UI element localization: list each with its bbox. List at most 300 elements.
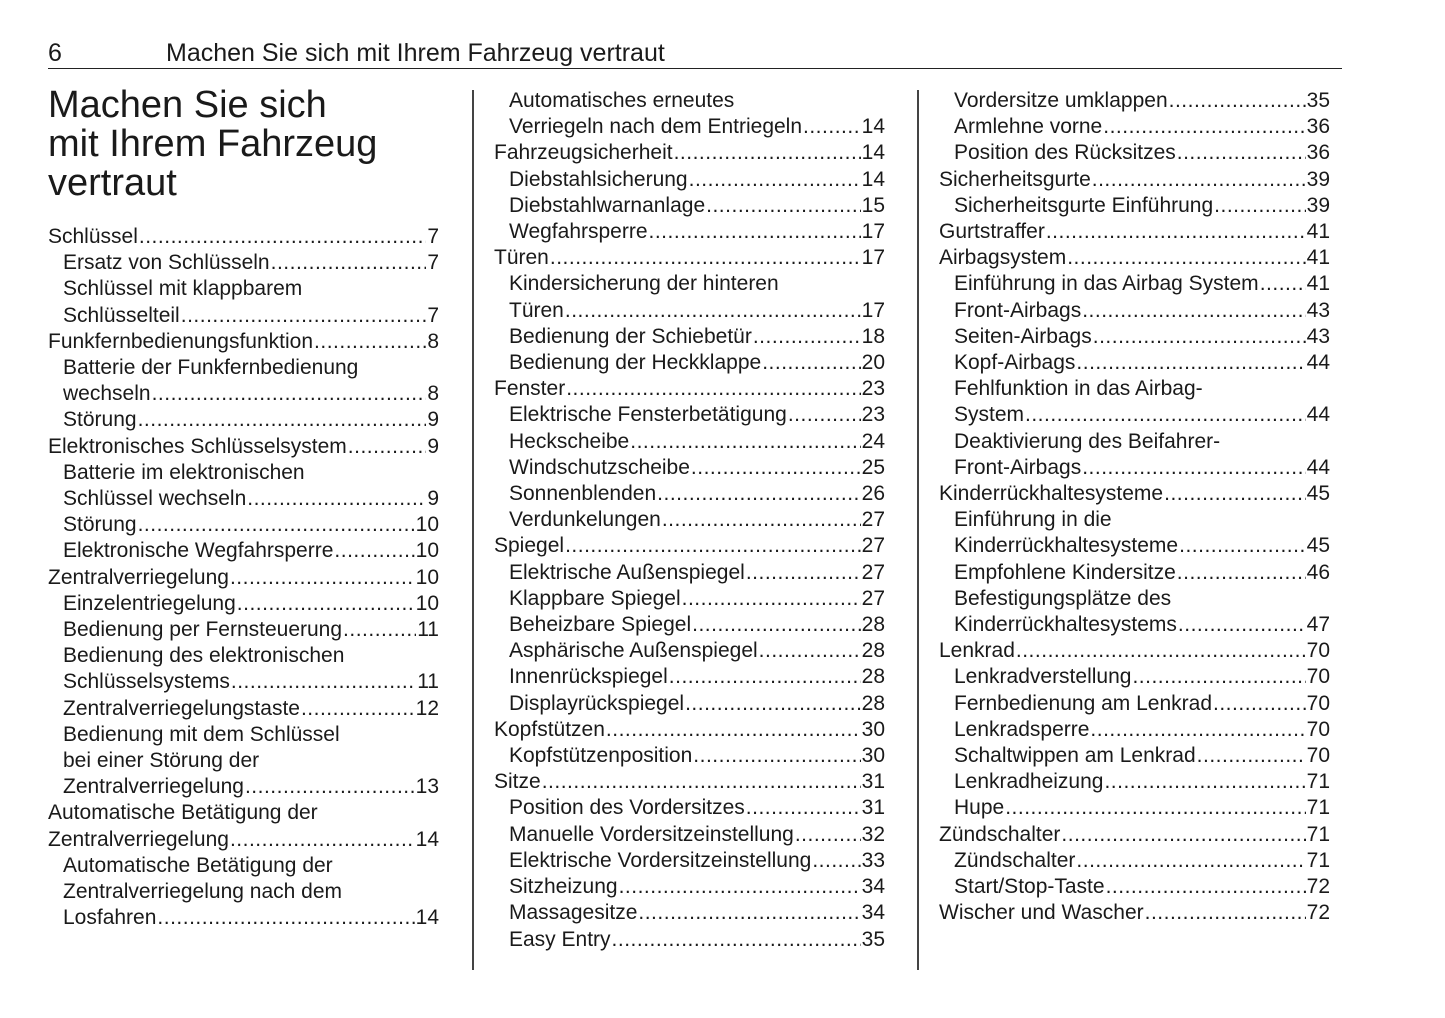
- toc-page-number: 23: [861, 403, 885, 427]
- toc-entry-title: Windschutzscheibe: [509, 455, 690, 479]
- dot-leader: [138, 407, 427, 433]
- dot-leader: [662, 507, 861, 533]
- toc-entry[interactable]: [939, 560, 1330, 586]
- toc-entry[interactable]: [494, 612, 885, 638]
- toc-entry-title: Zentralverriegelung: [48, 827, 229, 851]
- toc-page-number: 11: [417, 618, 439, 642]
- toc-page-number: 14: [861, 141, 885, 165]
- toc-page-number: 36: [1306, 141, 1330, 165]
- toc-entry-title: Innenrückspiegel: [509, 665, 668, 689]
- toc-entry[interactable]: [939, 298, 1330, 324]
- toc-page-number: 27: [861, 534, 885, 558]
- toc-page-number: 26: [861, 482, 885, 506]
- toc-page-number: 12: [415, 696, 439, 720]
- toc-entry-title: Zündschalter: [954, 848, 1076, 872]
- toc-page-number: 18: [861, 324, 885, 348]
- toc-entry-title: Einführung in die: [954, 508, 1112, 532]
- dot-leader: [1177, 560, 1306, 586]
- toc-entry-title: Schlüssel mit klappbarem: [63, 277, 303, 301]
- toc-page-number: 35: [1306, 89, 1330, 112]
- toc-entry[interactable]: [939, 822, 1330, 848]
- toc-entry[interactable]: [494, 193, 885, 219]
- toc-page-number: 17: [861, 220, 885, 244]
- toc-entry[interactable]: [939, 193, 1330, 219]
- toc-entry-title: Kinderrückhaltesysteme: [939, 482, 1164, 506]
- toc-entry[interactable]: [939, 795, 1330, 821]
- dot-leader: [271, 250, 427, 276]
- toc-entry[interactable]: [48, 250, 439, 276]
- toc-entry-title: Elektrische Fensterbetätigung: [509, 403, 787, 427]
- dot-leader: [691, 455, 861, 481]
- toc-page-number: 7: [427, 225, 439, 248]
- toc-entry-title: Kinderrückhaltesystems: [954, 613, 1177, 637]
- toc-entry-title: wechseln: [63, 382, 151, 406]
- dot-leader: [762, 350, 860, 376]
- dot-leader: [542, 769, 861, 795]
- toc-entry[interactable]: [939, 245, 1330, 271]
- toc-entry-title: Schaltwippen am Lenkrad: [954, 744, 1196, 768]
- toc-entry-title: Manuelle Vordersitzeinstellung: [509, 822, 794, 846]
- toc-page-number: 11: [417, 670, 439, 694]
- toc-entry-title: Einzelentriegelung: [63, 591, 236, 615]
- toc-entry[interactable]: [48, 407, 439, 433]
- toc-entry[interactable]: [939, 167, 1330, 193]
- toc-entry-title: Spiegel: [494, 534, 565, 558]
- toc-entry[interactable]: [939, 691, 1330, 717]
- toc-page-number: 44: [1306, 403, 1330, 427]
- toc-entry[interactable]: [48, 591, 439, 617]
- toc-entry-title: Schlüsselteil: [63, 303, 180, 327]
- toc-entry-title: Elektronische Wegfahrsperre: [63, 539, 334, 563]
- dot-leader: [788, 402, 861, 428]
- toc-entry[interactable]: [494, 481, 885, 507]
- toc-entry-title: Empfohlene Kindersitze: [954, 560, 1176, 584]
- toc-entry-title: Beheizbare Spiegel: [509, 613, 692, 637]
- dot-leader: [1005, 795, 1305, 821]
- toc-page-number: 14: [861, 167, 885, 191]
- toc-entry[interactable]: [494, 271, 885, 323]
- toc-entry-title: Elektrische Außenspiegel: [509, 560, 745, 584]
- chapter-title-line: mit Ihrem Fahrzeug: [48, 123, 378, 165]
- toc-entry[interactable]: [939, 743, 1330, 769]
- dot-leader: [237, 591, 415, 617]
- toc-entry-title: Heckscheibe: [509, 429, 630, 453]
- dot-leader: [812, 848, 860, 874]
- toc-page-number: 72: [1306, 875, 1330, 899]
- toc-entry-title: Sicherheitsgurte Einführung: [954, 193, 1214, 217]
- running-title: Machen Sie sich mit Ihrem Fahrzeug vertraut: [166, 39, 665, 67]
- toc-page-number: 71: [1306, 796, 1330, 820]
- toc-entry-title: Diebstahlsicherung: [509, 167, 688, 191]
- toc-page-number: 33: [861, 848, 885, 872]
- dot-leader: [301, 696, 415, 722]
- toc-entry[interactable]: [48, 800, 439, 852]
- toc-entry[interactable]: [48, 329, 439, 355]
- dot-leader: [1197, 743, 1306, 769]
- toc-entry-title: Bedienung der Schiebetür: [509, 324, 752, 348]
- toc-entry-title: Massagesitze: [509, 901, 638, 925]
- toc-entry-title: Lenkrad: [939, 639, 1015, 663]
- dot-leader: [1260, 271, 1306, 297]
- toc-entry-title: Funkfernbedienungsfunktion: [48, 329, 314, 353]
- toc-entry-title: Bedienung mit dem Schlüssel: [63, 722, 340, 746]
- toc-entry[interactable]: [939, 271, 1330, 297]
- toc-page-number: 28: [861, 665, 885, 689]
- toc-entry-title: Batterie im elektronischen: [63, 460, 305, 484]
- toc-page-number: 70: [1306, 665, 1330, 689]
- dot-leader: [693, 743, 860, 769]
- toc-entry-title: Elektronisches Schlüsselsystem: [48, 434, 347, 458]
- toc-column-3: [939, 88, 1330, 927]
- dot-leader: [638, 900, 860, 926]
- dot-leader: [247, 486, 426, 512]
- toc-entry[interactable]: [494, 455, 885, 481]
- toc-entry[interactable]: [494, 324, 885, 350]
- toc-entry-title: Störung: [63, 408, 137, 432]
- toc-entry[interactable]: [494, 638, 885, 664]
- dot-leader: [1179, 533, 1306, 559]
- toc-page-number: 47: [1306, 613, 1330, 637]
- dot-leader: [657, 481, 860, 507]
- toc-page-number: 30: [861, 744, 885, 768]
- toc-entry-title: Bedienung per Fernsteuerung: [63, 618, 343, 642]
- toc-entry[interactable]: [939, 88, 1330, 114]
- dot-leader: [1178, 612, 1306, 638]
- toc-entry[interactable]: [494, 874, 885, 900]
- dot-leader: [231, 669, 416, 695]
- toc-page-number: 45: [1306, 482, 1330, 506]
- toc-entry-title: Position des Rücksitzes: [954, 141, 1176, 165]
- dot-leader: [1067, 245, 1305, 271]
- dot-leader: [1046, 219, 1306, 245]
- toc-entry[interactable]: [494, 245, 885, 271]
- toc-entry-title: Lenkradverstellung: [954, 665, 1132, 689]
- toc-entry[interactable]: [48, 565, 439, 591]
- toc-page-number: 43: [1306, 298, 1330, 322]
- toc-page-number: 28: [861, 639, 885, 663]
- toc-entry[interactable]: [939, 586, 1330, 638]
- toc-page-number: 39: [1306, 193, 1330, 217]
- chapter-title-line: vertraut: [48, 162, 177, 204]
- toc-page-number: 32: [861, 822, 885, 846]
- toc-entry[interactable]: [48, 434, 439, 460]
- dot-leader: [1025, 402, 1306, 428]
- toc-page-number: 28: [861, 691, 885, 715]
- toc-page-number: 23: [861, 377, 885, 401]
- dot-leader: [669, 664, 861, 690]
- toc-page-number: 35: [861, 927, 885, 951]
- chapter-title: [48, 86, 448, 203]
- toc-entry-title: Zentralverriegelungstaste: [63, 696, 300, 720]
- toc-entry-title: Sonnenblenden: [509, 482, 657, 506]
- dot-leader: [152, 381, 427, 407]
- toc-page-number: 34: [861, 875, 885, 899]
- toc-entry-title: Fernbedienung am Lenkrad: [954, 691, 1213, 715]
- toc-entry[interactable]: [939, 900, 1330, 926]
- dot-leader: [753, 324, 861, 350]
- toc-entry-title: Verdunkelungen: [509, 508, 661, 532]
- toc-entry-title: Position des Vordersitzes: [509, 796, 745, 820]
- toc-page-number: 14: [415, 827, 439, 851]
- toc-entry[interactable]: [939, 481, 1330, 507]
- toc-entry-title: Start/Stop-Taste: [954, 875, 1105, 899]
- toc-entry[interactable]: [494, 795, 885, 821]
- toc-entry[interactable]: [939, 717, 1330, 743]
- toc-entry-title: Befestigungsplätze des: [954, 586, 1172, 610]
- toc-entry-title: Verriegeln nach dem Entriegeln: [509, 115, 803, 139]
- toc-entry[interactable]: [48, 722, 439, 801]
- toc-entry[interactable]: [939, 769, 1330, 795]
- toc-entry-title: Türen: [494, 246, 549, 270]
- toc-entry[interactable]: [939, 638, 1330, 664]
- toc-page-number: 44: [1306, 351, 1330, 375]
- toc-entry[interactable]: [494, 927, 885, 953]
- toc-entry-title: Easy Entry: [509, 927, 611, 951]
- toc-entry[interactable]: [494, 664, 885, 690]
- dot-leader: [1093, 324, 1306, 350]
- toc-entry-title: Seiten-Airbags: [954, 324, 1092, 348]
- toc-entry-title: Airbagsystem: [939, 246, 1067, 270]
- toc-page-number: 15: [861, 193, 885, 217]
- dot-leader: [1213, 691, 1306, 717]
- dot-leader: [674, 140, 861, 166]
- toc-entry-title: Bedienung der Heckklappe: [509, 351, 762, 375]
- dot-leader: [630, 429, 860, 455]
- toc-page-number: 31: [861, 796, 885, 820]
- toc-entry[interactable]: [939, 507, 1330, 559]
- toc-page-number: 28: [861, 613, 885, 637]
- toc-entry[interactable]: [494, 717, 885, 743]
- toc-entry[interactable]: [494, 140, 885, 166]
- dot-leader: [795, 822, 861, 848]
- dot-leader: [759, 638, 861, 664]
- toc-page-number: 45: [1306, 534, 1330, 558]
- toc-entry[interactable]: [939, 140, 1330, 166]
- toc-entry[interactable]: [939, 219, 1330, 245]
- toc-entry[interactable]: [939, 376, 1330, 428]
- toc-page-number: 30: [861, 717, 885, 741]
- dot-leader: [138, 512, 415, 538]
- toc-page-number: 14: [861, 115, 885, 139]
- toc-entry-title: Kindersicherung der hinteren: [509, 272, 779, 296]
- toc-entry[interactable]: [48, 512, 439, 538]
- toc-page-number: 27: [861, 560, 885, 584]
- toc-entry-title: Losfahren: [63, 906, 157, 930]
- dot-leader: [685, 691, 861, 717]
- toc-page-number: 71: [1306, 770, 1330, 794]
- toc-entry[interactable]: [48, 696, 439, 722]
- toc-entry[interactable]: [48, 643, 439, 695]
- toc-entry-title: Deaktivierung des Beifahrer-: [954, 429, 1221, 453]
- dot-leader: [348, 434, 427, 460]
- toc-entry[interactable]: [48, 224, 439, 250]
- dot-leader: [139, 224, 426, 250]
- toc-entry-title: Batterie der Funkfernbedienung: [63, 356, 359, 380]
- toc-page-number: 24: [861, 429, 885, 453]
- dot-leader: [1016, 638, 1306, 664]
- toc-entry-title: Zentralverriegelung: [48, 565, 229, 589]
- toc-page-number: 7: [427, 303, 439, 327]
- toc-entry[interactable]: [939, 848, 1330, 874]
- toc-entry[interactable]: [939, 429, 1330, 481]
- toc-entry-title: Wegfahrsperre: [509, 220, 648, 244]
- toc-entry-title: Gurtstraffer: [939, 220, 1045, 244]
- toc-entry[interactable]: [494, 533, 885, 559]
- toc-entry[interactable]: [494, 560, 885, 586]
- toc-entry-title: Sicherheitsgurte: [939, 167, 1091, 191]
- toc-entry[interactable]: [48, 853, 439, 932]
- toc-page-number: 9: [427, 487, 439, 511]
- dot-leader: [245, 774, 415, 800]
- toc-page-number: 27: [861, 508, 885, 532]
- toc-page-number: 9: [427, 434, 439, 458]
- toc-entry[interactable]: [494, 848, 885, 874]
- toc-entry[interactable]: [494, 900, 885, 926]
- toc-entry[interactable]: [494, 691, 885, 717]
- dot-leader: [565, 533, 861, 559]
- dot-leader: [682, 586, 861, 612]
- dot-leader: [1145, 900, 1306, 926]
- toc-page-number: 70: [1306, 691, 1330, 715]
- toc-page-number: 13: [415, 775, 439, 799]
- dot-leader: [314, 329, 426, 355]
- toc-entry-title: Klappbare Spiegel: [509, 586, 681, 610]
- toc-entry-title: Schlüssel wechseln: [63, 487, 247, 511]
- toc-entry-title: Kopf-Airbags: [954, 351, 1076, 375]
- dot-leader: [230, 827, 415, 853]
- toc-page-number: 14: [415, 906, 439, 930]
- dot-leader: [692, 612, 861, 638]
- toc-entry-title: Automatische Betätigung der: [63, 853, 333, 877]
- dot-leader: [746, 560, 861, 586]
- toc-entry[interactable]: [494, 507, 885, 533]
- toc-entry-title: Lenkradheizung: [954, 770, 1104, 794]
- toc-page-number: 10: [415, 591, 439, 615]
- toc-entry-title: Fenster: [494, 377, 566, 401]
- dot-leader: [612, 927, 861, 953]
- toc-entry[interactable]: [939, 664, 1330, 690]
- dot-leader: [1076, 848, 1305, 874]
- toc-entry-title: Ersatz von Schlüsseln: [63, 251, 270, 275]
- column-divider: [472, 90, 474, 970]
- toc-entry-title: bei einer Störung der: [63, 749, 260, 773]
- toc-entry[interactable]: [494, 769, 885, 795]
- toc-entry-title: Sitze: [494, 770, 541, 794]
- toc-entry[interactable]: [494, 376, 885, 402]
- toc-entry[interactable]: [494, 586, 885, 612]
- dot-leader: [1164, 481, 1306, 507]
- toc-entry-title: Sitzheizung: [509, 875, 618, 899]
- dot-leader: [746, 795, 861, 821]
- toc-entry-title: Schlüsselsystems: [63, 670, 230, 694]
- toc-entry[interactable]: [48, 538, 439, 564]
- toc-page-number: 10: [415, 539, 439, 563]
- toc-page-number: 71: [1306, 822, 1330, 846]
- toc-entry[interactable]: [494, 743, 885, 769]
- toc-page-number: 25: [861, 455, 885, 479]
- dot-leader: [1090, 717, 1305, 743]
- dot-leader: [1103, 114, 1305, 140]
- toc-entry-title: Automatisches erneutes: [509, 89, 735, 112]
- toc-entry-title: Bedienung des elektronischen: [63, 644, 345, 668]
- dot-leader: [1132, 664, 1305, 690]
- toc-page-number: 72: [1306, 901, 1330, 925]
- toc-page-number: 8: [427, 329, 439, 353]
- toc-entry-title: Elektrische Vordersitzeinstellung: [509, 848, 812, 872]
- dot-leader: [550, 245, 861, 271]
- dot-leader: [1104, 769, 1305, 795]
- dot-leader: [619, 874, 861, 900]
- toc-entry-title: Armlehne vorne: [954, 115, 1103, 139]
- toc-entry[interactable]: [939, 350, 1330, 376]
- toc-page-number: 8: [427, 382, 439, 406]
- dot-leader: [706, 193, 861, 219]
- toc-entry-title: Zentralverriegelung: [63, 775, 244, 799]
- toc-entry[interactable]: [494, 429, 885, 455]
- toc-page-number: 70: [1306, 717, 1330, 741]
- dot-leader: [1106, 874, 1306, 900]
- toc-page-number: 71: [1306, 848, 1330, 872]
- toc-entry-title: Türen: [509, 298, 564, 322]
- toc-page-number: 7: [427, 251, 439, 275]
- dot-leader: [230, 565, 415, 591]
- toc-page-number: 70: [1306, 744, 1330, 768]
- toc-entry-title: Einführung in das Airbag System: [954, 272, 1259, 296]
- toc-page-number: 20: [861, 351, 885, 375]
- toc-entry[interactable]: [494, 219, 885, 245]
- toc-entry-title: Fehlfunktion in das Airbag-: [954, 377, 1203, 401]
- toc-page-number: 9: [427, 408, 439, 432]
- toc-entry-title: Vordersitze umklappen: [954, 89, 1168, 112]
- toc-entry-title: Diebstahlwarnanlage: [509, 193, 706, 217]
- toc-entry[interactable]: [494, 402, 885, 428]
- toc-entry-title: Automatische Betätigung der: [48, 801, 318, 825]
- toc-page-number: 43: [1306, 324, 1330, 348]
- toc-entry[interactable]: [48, 617, 439, 643]
- toc-entry[interactable]: [48, 276, 439, 328]
- toc-entry[interactable]: [939, 874, 1330, 900]
- toc-page-number: 34: [861, 901, 885, 925]
- toc-page-number: 44: [1306, 455, 1330, 479]
- toc-entry[interactable]: [939, 114, 1330, 140]
- toc-page-number: 70: [1306, 639, 1330, 663]
- toc-page-number: 27: [861, 586, 885, 610]
- dot-leader: [181, 303, 427, 329]
- dot-leader: [1082, 455, 1305, 481]
- dot-leader: [343, 617, 416, 643]
- toc-page-number: 46: [1306, 560, 1330, 584]
- toc-entry-title: Zentralverriegelung nach dem: [63, 880, 342, 904]
- toc-page-number: 36: [1306, 115, 1330, 139]
- toc-entry[interactable]: [494, 167, 885, 193]
- toc-column-1: [48, 224, 439, 931]
- toc-entry-title: Front-Airbags: [954, 298, 1082, 322]
- toc-column-2: [494, 88, 885, 953]
- dot-leader: [689, 167, 861, 193]
- toc-entry[interactable]: [48, 460, 439, 512]
- toc-entry[interactable]: [494, 822, 885, 848]
- toc-entry-title: Wischer und Wascher: [939, 901, 1144, 925]
- toc-entry[interactable]: [494, 88, 885, 140]
- dot-leader: [566, 376, 860, 402]
- chapter-title-line: Machen Sie sich: [48, 84, 327, 126]
- toc-entry[interactable]: [939, 324, 1330, 350]
- toc-entry-title: Displayrückspiegel: [509, 691, 685, 715]
- toc-entry-title: Kinderrückhaltesysteme: [954, 534, 1179, 558]
- toc-page-number: 17: [861, 298, 885, 322]
- toc-entry[interactable]: [494, 350, 885, 376]
- toc-entry[interactable]: [48, 355, 439, 407]
